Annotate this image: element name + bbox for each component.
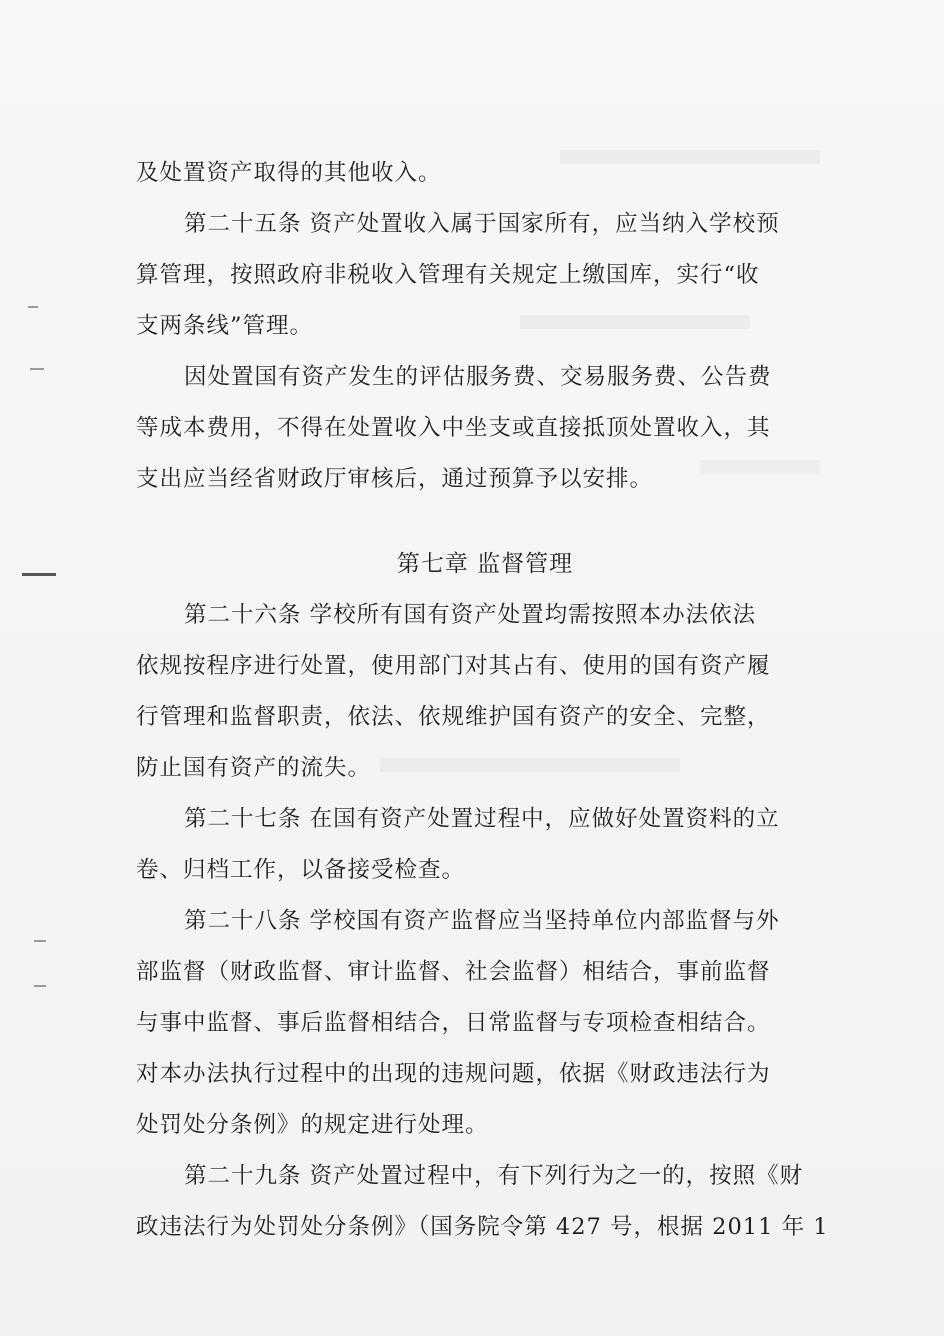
paragraph-line: 行管理和监督职责，依法、依规维护国有资产的安全、完整，	[136, 704, 771, 730]
chapter-title: 第七章 监督管理	[396, 551, 574, 577]
article-28-line: 第二十八条 学校国有资产监督应当坚持单位内部监督与外	[184, 908, 780, 934]
paragraph-line: 处罚处分条例》的规定进行处理。	[136, 1112, 489, 1138]
paragraph-line: 对本办法执行过程中的出现的违规问题，依据《财政违法行为	[136, 1061, 771, 1087]
paragraph-line: 部监督（财政监督、审计监督、社会监督）相结合，事前监督	[136, 959, 771, 985]
paragraph-line: 支出应当经省财政厅审核后，通过预算予以安排。	[136, 466, 654, 492]
paragraph-line: 卷、归档工作，以备接受检查。	[136, 857, 466, 883]
paragraph-line: 因处置国有资产发生的评估服务费、交易服务费、公告费	[184, 364, 772, 390]
margin-speck	[34, 940, 46, 942]
article-26-line: 第二十六条 学校所有国有资产处置均需按照本办法依法	[184, 602, 757, 628]
paragraph-line: 防止国有资产的流失。	[136, 755, 372, 781]
paragraph-line: 等成本费用，不得在处置收入中坐支或直接抵顶处置收入，其	[136, 415, 771, 441]
paragraph-line: 及处置资产取得的其他收入。	[136, 160, 442, 186]
paragraph-line: 算管理，按照政府非税收入管理有关规定上缴国库，实行“收	[136, 262, 760, 288]
article-27-line: 第二十七条 在国有资产处置过程中，应做好处置资料的立	[184, 806, 780, 832]
paragraph-line: 政违法行为处罚处分条例》（国务院令第 427 号，根据 2011 年 1	[136, 1214, 829, 1240]
article-25-line: 第二十五条 资产处置收入属于国家所有，应当纳入学校预	[184, 211, 780, 237]
document-body	[136, 148, 829, 1253]
paragraph-line: 依规按程序进行处置，使用部门对其占有、使用的国有资产履	[136, 653, 771, 679]
margin-speck	[30, 368, 44, 370]
margin-speck	[34, 985, 46, 987]
article-29-line: 第二十九条 资产处置过程中，有下列行为之一的，按照《财	[184, 1163, 804, 1189]
paragraph-line: 与事中监督、事后监督相结合，日常监督与专项检查相结合。	[136, 1010, 771, 1036]
margin-speck	[22, 573, 56, 576]
margin-speck	[28, 306, 38, 308]
section-gap	[136, 505, 826, 539]
paragraph-line: 支两条线”管理。	[136, 313, 314, 339]
